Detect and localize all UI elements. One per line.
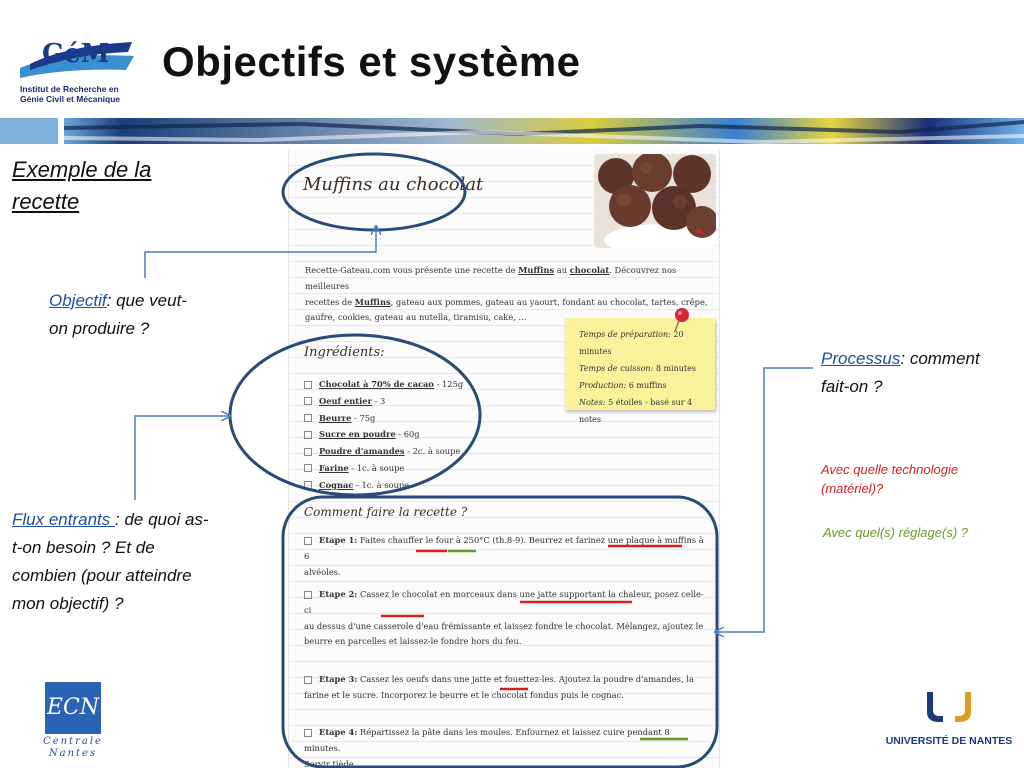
steps-rounded-box — [283, 497, 717, 767]
settings-question: Avec quel(s) réglage(s) ? — [823, 525, 968, 540]
flux-entrants-link[interactable]: Flux entrants — [12, 510, 115, 529]
recipe-step-1: Etape 1: Faites chauffer le four à 250°C (th.8-9). Beurrez et farinez une plaque à muffins à 6 alvéoles. — [304, 535, 704, 577]
technology-question: Avec quelle technologie (matériel)? — [821, 462, 959, 496]
recipe-intro: Recette-Gateau.com vous présente une recette de Muffins au chocolat. Découvrez nos meilleures recettes de Muffins, gateau aux pommes, gateau au yaourt, fondant au chocolat, tartes, crêpe, gaufre, cookies, gateau au nutella, tiramisu, cake, ... — [305, 265, 708, 323]
ecn-mark: ECN — [45, 682, 101, 734]
ingredient-item[interactable]: Poudre d'amandes - 2c. à soupe — [304, 443, 463, 460]
recipe-title: Muffins au chocolat — [303, 174, 484, 195]
underline-marks — [381, 546, 688, 739]
page-title: Objectifs et système — [162, 38, 581, 85]
ingredient-item[interactable]: Beurre - 75g — [304, 410, 463, 427]
note-line: Temps de cuisson: 8 minutes — [579, 364, 696, 373]
flux-entrants-annotation: Flux entrants : de quoi as- t-on besoin ? Et de combien (pour atteindre mon objectif) ? — [12, 510, 209, 613]
objectif-annotation: Objectif: que veut- on produire ? — [49, 291, 187, 338]
link-chocolat[interactable]: chocolat — [569, 265, 610, 275]
processus-link[interactable]: Processus — [821, 349, 901, 368]
processus-arrow — [715, 368, 813, 632]
ingredient-item[interactable]: Sucre en poudre - 60g — [304, 426, 463, 443]
processus-annotation: Processus: comment fait-on ? — [821, 349, 980, 396]
ingredient-item[interactable]: Cognac - 1c. à soupe — [304, 477, 463, 494]
steps-title: Comment faire la recette ? — [304, 505, 468, 519]
centrale-nantes-logo: ECN Centrale Nantes — [38, 682, 108, 762]
link-muffins-2[interactable]: Muffins — [354, 296, 391, 307]
ingredient-item[interactable]: Chocolat à 70% de cacao - 125g — [304, 376, 463, 393]
link-muffins[interactable]: Muffins — [518, 265, 555, 275]
title-ellipse — [283, 154, 465, 230]
ingredients-ellipse — [230, 335, 480, 495]
flux-arrow — [135, 416, 230, 500]
recipe-step-3: Etape 3: Cassez les oeufs dans une jatte et fouettez-les. Ajoutez la poudre d'amandes, la farine et le sucre. Incorporez le beurre et le chocolat fondus puis le cognac. — [304, 674, 694, 700]
recipe-step-4: Etape 4: Répartissez la pâte dans les moules. Enfournez et laissez cuire pendant 8 minutes. Servir tiède. — [304, 727, 670, 768]
objectif-link[interactable]: Objectif — [49, 291, 107, 310]
note-line: Temps de préparation: 20 minutes — [579, 330, 684, 356]
note-line: Production: 6 muffins — [579, 381, 667, 390]
universite-mark-icon — [919, 690, 979, 724]
gem-logo-text: GéM — [42, 39, 110, 69]
ingredients-title: Ingrédients: — [304, 345, 385, 360]
universite-nantes-logo: UNIVERSITÉ DE NANTES — [884, 690, 1014, 750]
gem-institute-name: Institut de Recherche en Génie Civil et Mécanique — [20, 84, 121, 104]
objectif-arrow — [145, 226, 376, 278]
recipe-step-2: Etape 2: Cassez le chocolat en morceaux dans une jatte supportant la chaleur, posez celle-ci au dessus d'une casserole d'eau frémissante et laissez fondre le chocolat. Mélangez, ajoutez le beurre en parcelles et laissez-le fondre hors du feu. — [304, 589, 704, 647]
example-label: Exemple de la recette — [12, 157, 152, 214]
note-line: Notes: 5 étoiles - basé sur 4 notes — [579, 398, 693, 424]
ingredient-item[interactable]: Farine - 1c. à soupe — [304, 460, 463, 477]
ingredient-item[interactable]: Oeuf entier - 3 — [304, 393, 463, 410]
